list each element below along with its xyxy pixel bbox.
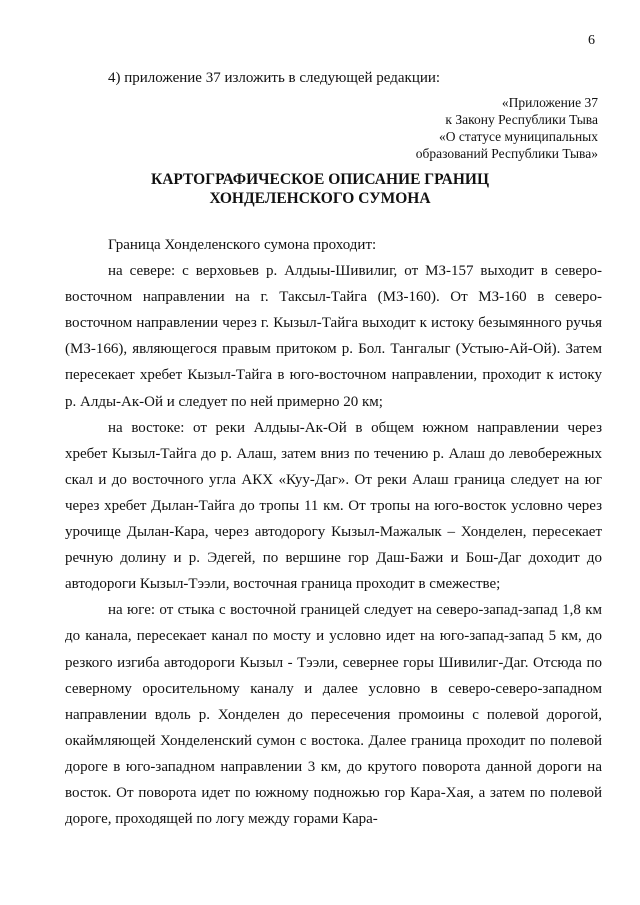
document-title [0,170,640,208]
body-text [65,232,602,832]
appendix-note [338,94,598,162]
document-title-line: ХОНДЕЛЕНСКОГО СУМОНА [209,190,431,207]
intro-line: 4) приложение 37 изложить в следующей редакции: [108,70,441,86]
page-number: 6 [588,33,595,48]
paragraph-east: на востоке: от реки Алдыы-Ак-Ой в общем южном направлении через хребет Кызыл-Тайга до р. Алаш, затем вниз по течению р. Алаш до левобережных скал и до восточного угла АКХ «Куу-Даг». От реки Алаш граница следует на юг через хребет Дылан-Тайга до тропы 11 км. От тропы на юго-восток условно через урочище Дылан-Кара, через автодорогу Кызыл-Мажалык – Хонделен, пересекает речную долину и р. Эдегей, по вершине гор Даш-Бажи и Бош-Даг доходит до автодороги Кызыл-Тээли, восточная граница проходит в смежестве; [65,419,602,593]
appendix-note-line: образований Республики Тыва» [415,146,598,161]
paragraph-north: на севере: с верховьев р. Алдыы-Шивилиг, от МЗ-157 выходит в северо-восточном направлении на г. Таксыл-Тайга (МЗ-160). От МЗ-160 в северо-восточном направлении через г. Кызыл-Тайга выходит к истоку безымянного ручья (МЗ-166), являющегося правым притоком р. Бол. Тангалыг (Устыю-Ай-Ой). Затем пересекает хребет Кызыл-Тайга в юго-восточном направлении, проходит к истоку р. Алды-Ак-Ой и следует по ней примерно 20 км; [65,263,602,410]
document-title-line: КАРТОГРАФИЧЕСКОЕ ОПИСАНИЕ ГРАНИЦ [150,171,490,188]
appendix-note-line: «О статусе муниципальных [438,129,598,144]
appendix-note-line: к Закону Республики Тыва [445,112,598,127]
appendix-note-line: «Приложение 37 [501,95,598,110]
paragraph-intro: Граница Хонделенского сумона проходит: [108,237,377,253]
paragraph-south: на юге: от стыка с восточной границей следует на северо-запад-запад 1,8 км до канала, пересекает канал по мосту и условно идет на юго-запад-запад 5 км, до резкого изгиба автодороги Кызыл - Тээли, севернее горы Шивилиг-Даг. Отсюда по северному оросительному каналу и далее условно в северо-северо-западном направлении вдоль р. Хонделен до пересечения промоины с полевой дорогой, окаймляющей Хонделенский сумон с востока. Далее граница проходит по полевой дороге в юго-западном направлении 3 км, до крутого поворота данной дороги на восток. От поворота идет по южному подножью гор Кара-Хая, а затем по полевой дороге, проходящей по логу между горами Кара- [65,602,602,828]
